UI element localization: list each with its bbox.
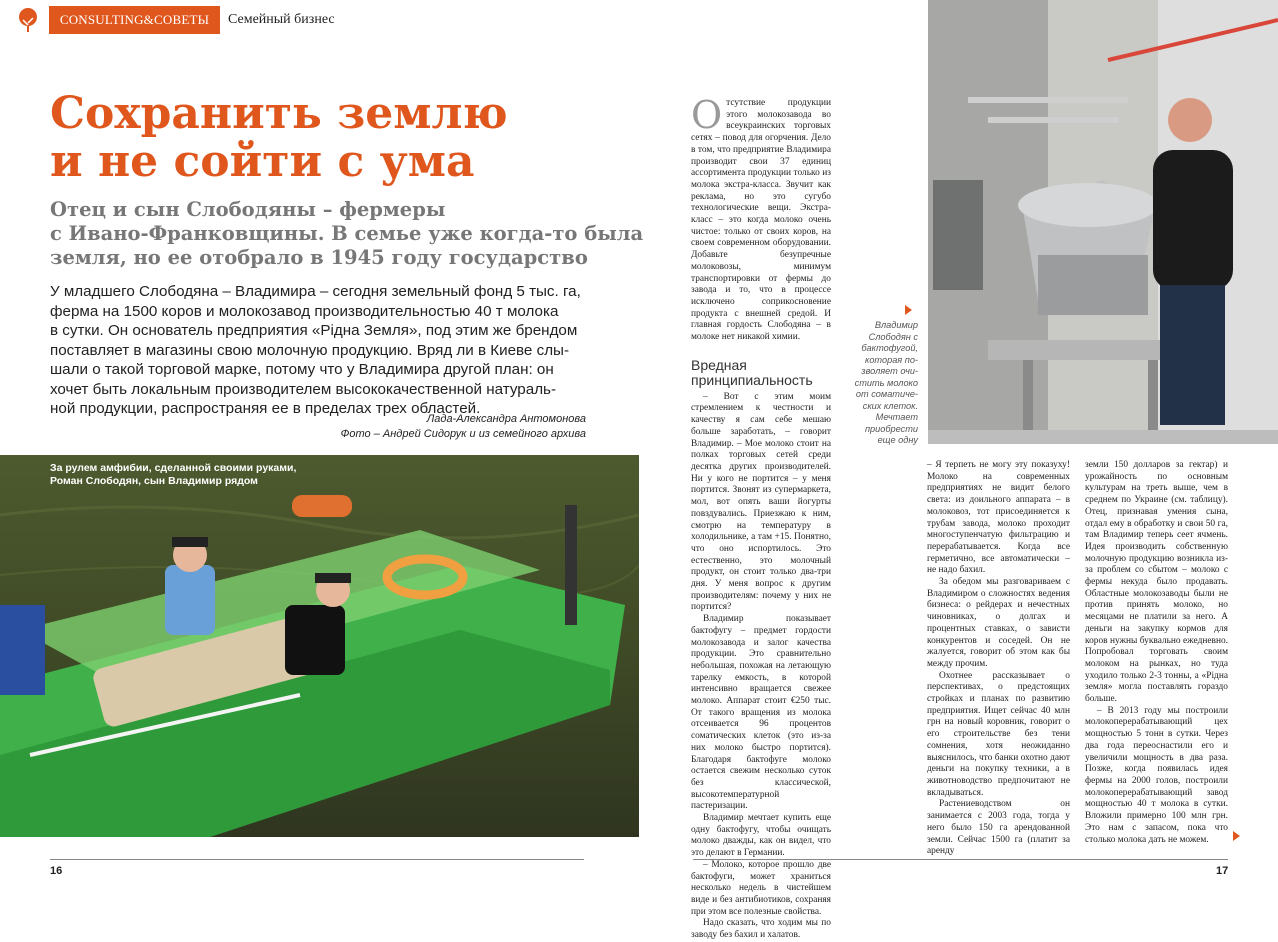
subsection-label: Семейный бизнес xyxy=(228,12,335,27)
amphibian-photo xyxy=(0,455,639,837)
body-paragraph: Надо сказать, что ходим мы по заводу без бахил и халатов. xyxy=(691,918,831,941)
drop-cap: О xyxy=(691,93,723,137)
side-caption-line: ских клеток. xyxy=(862,400,918,411)
lead-line: в сутки. Он основатель предприятия «Рідна Земля», под этим же брендом xyxy=(50,322,578,339)
side-caption-line: бактофугой, xyxy=(861,343,918,353)
section-badge: CONSULTING&СОВЕТЫ xyxy=(49,6,220,34)
side-caption-line: Владимир xyxy=(874,320,918,330)
body-paragraph: Охотнее рассказывает о перспективах, о предстоящих стройках и планах по развитию предприятия. Ищет сейчас 40 млн грн на новый коровник, говорит о его строительстве без тени сомнения, хотя неожиданно выяснилось, что банки охотно дают деньги на покупку техники, а в животноводство предпочитают не вкладываться. xyxy=(927,670,1070,798)
subtitle-line: земля, но ее отобрало в 1945 году государство xyxy=(50,246,588,269)
side-caption-line: еще одну xyxy=(877,435,918,445)
page-number-left: 16 xyxy=(50,865,63,877)
side-caption-line: Слободян с xyxy=(868,331,918,342)
lead-line: поставляет в магазины свою молочную продукцию. Вряд ли в Киеве слы- xyxy=(50,341,570,359)
side-caption-line: стить молоко xyxy=(854,377,918,388)
body-paragraph: Владимир мечтает купить еще одну бактофугу, чтобы очищать молоко дважды, как он видел, что это делают в Германии. xyxy=(691,813,831,859)
side-caption-line: приобрести xyxy=(864,423,918,434)
side-caption xyxy=(840,320,918,447)
continue-arrow-icon xyxy=(1233,828,1240,846)
lead-line: шали о такой торговой марке, потому что у Владимира другой план: он xyxy=(50,361,554,378)
title-line: Сохранить землю xyxy=(50,88,508,139)
section-heading: Вредная принципиальность xyxy=(691,356,813,388)
page-number-right: 17 xyxy=(1216,865,1229,877)
lead-line: ферма на 1500 коров и молокозавод производительностью 40 т молока xyxy=(50,302,559,320)
author-name: Лада-Александра Антомонова xyxy=(426,413,586,425)
credits xyxy=(166,412,586,442)
article-title xyxy=(50,90,610,186)
photo-caption-line: За рулем амфибии, сделанной своими руками, xyxy=(50,462,297,474)
lead-line: ной продукции, распространяя ее в пределах трех областей. xyxy=(50,400,481,417)
body-paragraph: За обедом мы разговариваем с Владимиром о сложностях ведения бизнеса: о рейдерах и нечестных чиновниках, о долгах и процентных ставках, о зависти конкурентов и соседей. Он не жалуется, говорит об этом как бы между прочим. xyxy=(927,577,1070,669)
photo-caption xyxy=(50,462,300,488)
body-paragraph: – Вот с этим моим стремлением к честности и качеству я сам себе мешаю больше заработать, – говорит Владимир. – Мое молоко стоит на полках торговых сетей среди десятка других производителей. Ни у кого не портится – у меня портится. Звонят из супермаркета, мол, вот опять ваши йогурты повздувались. Приезжаю к ним, смотрю на температуру в холодильнике, а там +15. Понятно, что оно испортилось. Это естественно, это молочный продукт, он стоит только два-три дня. У меня вопрос к другим производителям: почему у них не портится? xyxy=(691,391,831,613)
article-lead xyxy=(50,282,615,419)
column-1 xyxy=(691,93,831,942)
photo-caption-line: Роман Слободян, сын Владимир рядом xyxy=(50,475,258,487)
side-caption-line: которая по- xyxy=(864,354,918,365)
lead-line: хочет быть локальным производителем высококачественной натураль- xyxy=(50,380,557,398)
column-3 xyxy=(1085,460,1228,846)
body-paragraph: Владимир показывает бактофугу – предмет гордости молокозавода и залог качества продукции. Это сравнительно небольшая, похожая на летающую тарелку емкость, в которой интенсивно вращается свежее молоко. Аппарат стоит €250 тыс. От такого вращения из молока отсеивается 96 процентов соматических клеток (это из-за них молоко быстро портится). Благодаря бактофуге молоко остается свежим несколько суток без классической, высокотемпературной пастеризации. xyxy=(691,614,831,812)
caption-arrow-icon xyxy=(905,302,912,320)
side-caption-line: Мечтает xyxy=(875,412,918,422)
body-paragraph: – Молоко, которое прошло две бактофуги, может храниться несколько недель в чистейшем виде и без антибиотиков, сохраняя при этом все полезные свойства. xyxy=(691,859,831,917)
intro-paragraph xyxy=(691,93,831,344)
side-caption-line: зволяет очи- xyxy=(861,366,918,376)
right-page xyxy=(639,0,1278,941)
subtitle-line: с Ивано-Франковщины. В семье уже когда-то была xyxy=(50,222,644,245)
column-2 xyxy=(927,460,1070,858)
body-paragraph: Растениеводством он занимается с 2003 года, тогда у него было 150 га арендованной земли. Сейчас 1500 га (платит за аренду xyxy=(927,799,1070,857)
footer-rule xyxy=(50,859,584,860)
article-subtitle xyxy=(50,198,644,270)
intro-text: тсутствие продукции этого молокозавода во всеукраинских торговых сетях – повод для огорчения. Дело в том, что предприятие Владимира производит свои 37 единиц ассортимента продукции только из молока экстра-класса. Звучит как реклама, но это сугубо технологические вещи. Экстра-класс – это когда молоко очень чистое: только от своих коров, на своем современном оборудовании. Добавьте безупречные молоковозы, минимум транспортировки от фермы до завода и то, что в процессе исключено соприкосновение продукта с внешней средой. И главная гордость Слободяна – в молоке нет никакой химии. xyxy=(691,98,831,343)
body-paragraph: земли 150 долларов за гектар) и урожайность по основным культурам на треть выше, чем в среднем по Украине (см. таблицу). Отец, признавая умения сына, отдал ему в обработку и свои 50 га, там Владимир теперь сеет ячмень. Идея производить собственную молочную продукцию возникла из-за проблем со сбытом – молоко с фермы некуда было продавать. Областные молокозаводы были не против принять молоко, но месяцами не платили за него. А деньги на закупку кормов для коров нужны буквально ежедневно. Попробовал торговать своим молоком на рынках, но туда уходило только 2-3 тонны, а «Рідна земля» могла поставлять гораздо больше. xyxy=(1085,460,1228,705)
tree-logo-icon xyxy=(17,7,39,33)
photo-credit: Фото – Андрей Сидорук и из семейного архива xyxy=(340,428,586,440)
bactofuge-photo xyxy=(928,0,1278,444)
side-caption-line: от соматиче- xyxy=(855,389,918,399)
title-line: и не сойти с ума xyxy=(50,136,475,187)
subtitle-line: Отец и сын Слободяны – фермеры xyxy=(50,198,446,221)
footer-rule xyxy=(693,859,1228,860)
body-paragraph: – В 2013 году мы построили молокоперерабатывающий цех мощностью 5 тонн в сутки. Через два года переоснастили его и увеличили мощность в два раза. Позже, когда появилась идея фермы на 2000 голов, построили молокоперерабатывающий завод мощностью 40 т молока в сутки. Вложили примерно 100 млн грн. Это нам с запасом, пока что столько молока дать не можем. xyxy=(1085,705,1228,845)
left-page xyxy=(0,0,644,900)
lead-line: У младшего Слободяна – Владимира – сегодня земельный фонд 5 тыс. га, xyxy=(50,283,581,300)
body-paragraph: – Я терпеть не могу эту показуху! Молоко на современных предприятиях не видит белого света: из доильного аппарата – в молоковоз, тот присоединяется к трубам завода, молоко проходит многоступенчатую фильтрацию и перерабатывается. Когда все герметично, все автоматически – не надо бахил. xyxy=(927,460,1070,576)
